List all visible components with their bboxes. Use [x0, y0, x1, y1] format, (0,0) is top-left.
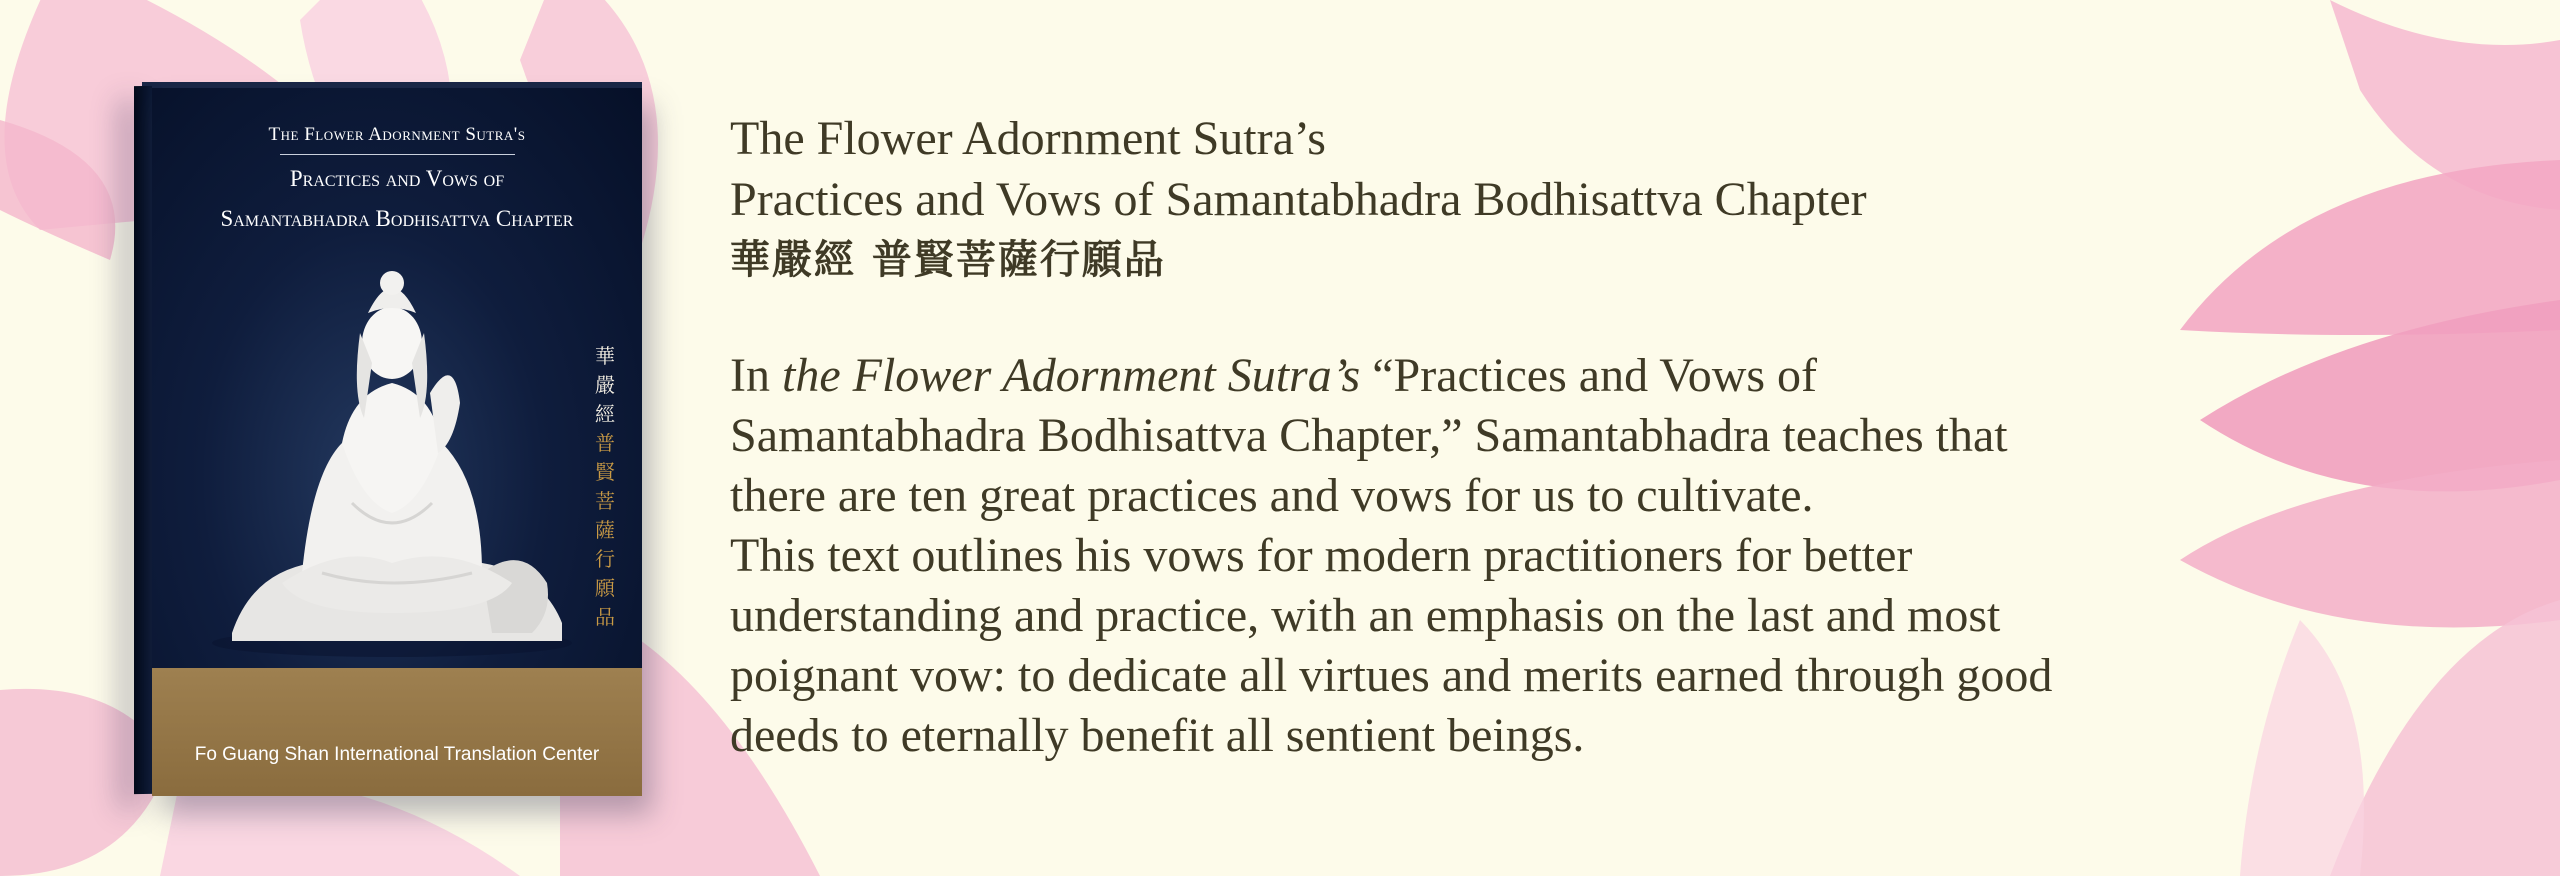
cover-cjk-char: 經 [595, 402, 615, 426]
book-front-cover [152, 88, 642, 796]
book-title-heading [730, 108, 2230, 291]
description-line: This text outlines his vows for modern practitioners for better [730, 529, 1913, 582]
book-description [730, 346, 2350, 766]
cover-cjk-char: 願 [595, 576, 615, 600]
cover-divider [280, 154, 515, 155]
cover-series-title: The Flower Adornment Sutra's [268, 124, 526, 145]
description-line: understanding and practice, with an emphasis on the last and most [730, 589, 2001, 642]
lotus-petal [2330, 600, 2560, 876]
cover-publisher-band [152, 668, 642, 796]
description-line: Samantabhadra Bodhisattva Chapter,” Samantabhadra teaches that [730, 409, 2008, 462]
cover-cjk-char: 華 [595, 344, 615, 368]
cover-cjk-char: 賢 [595, 460, 615, 484]
description-text: “Practices and Vows of [1360, 349, 1818, 402]
cover-cjk-char: 薩 [595, 518, 615, 542]
heading-chinese-title: 華嚴經 普賢菩薩行願品 [730, 237, 1166, 283]
cover-cjk-char: 菩 [595, 489, 615, 513]
cover-title-line2: Samantabhadra Bodhisattva Chapter [220, 206, 574, 231]
description-line: deeds to eternally benefit all sentient beings. [730, 709, 1585, 762]
cover-cjk-char: 嚴 [595, 373, 615, 397]
description-line: there are ten great practices and vows for us to cultivate. [730, 469, 1814, 522]
cover-publisher: Fo Guang Shan International Translation Center [194, 744, 600, 765]
description-line: poignant vow: to dedicate all virtues and merits earned through good [730, 649, 2053, 702]
cover-title-line1: Practices and Vows of [289, 166, 505, 191]
cover-cjk-char: 行 [595, 547, 615, 571]
heading-line: Practices and Vows of Samantabhadra Bodhisattva Chapter [730, 173, 1867, 226]
bodhisattva-statue-image [192, 243, 592, 663]
book-cover-image [112, 80, 642, 800]
description-line [730, 346, 2350, 406]
description-text: In [730, 349, 782, 402]
description-italic-title: the Flower Adornment Sutra’s [781, 349, 1361, 402]
book-spine [134, 86, 152, 794]
cover-chinese-title [592, 342, 618, 632]
lotus-petal [2180, 160, 2560, 335]
cover-cjk-char: 品 [595, 605, 615, 629]
cover-cjk-char: 普 [595, 431, 615, 455]
heading-line: The Flower Adornment Sutra’s [730, 112, 1326, 165]
